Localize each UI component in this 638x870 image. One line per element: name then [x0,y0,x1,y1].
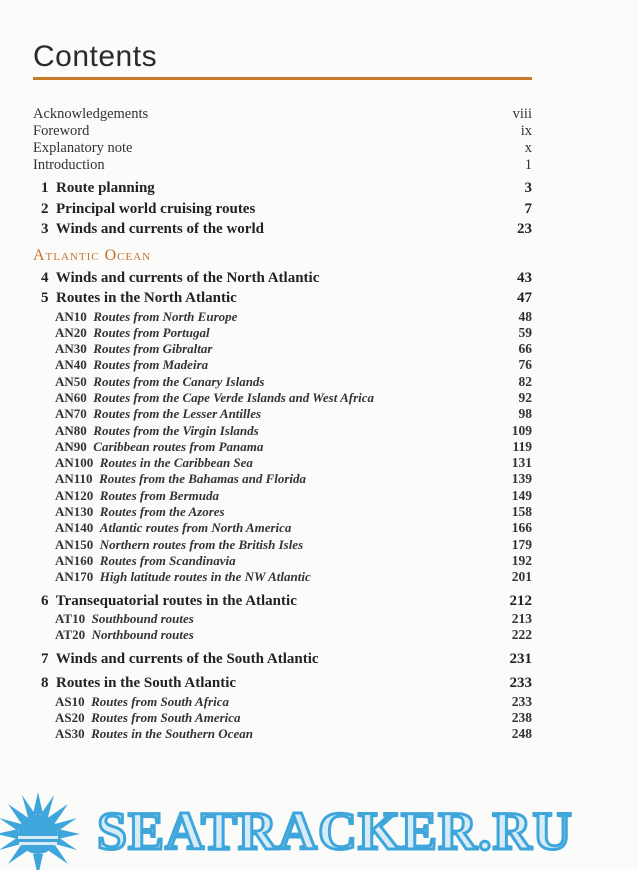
toc-route-AT20[interactable] [33,627,532,643]
toc-chapter-label: 5 Routes in the North Atlantic [41,290,237,306]
toc-chapter-label: 8 Routes in the South Atlantic [41,675,237,692]
toc-route-AN80[interactable] [33,423,532,439]
toc-chapter-page: 3 [524,180,532,196]
route-title: Routes in the Southern Ocean [91,726,253,742]
toc-entry-acknowledgements[interactable] [33,106,532,123]
toc-entry-explanatory-note[interactable] [33,140,532,157]
route-title: Routes from Bermuda [99,487,219,503]
north-atlantic-routes-list [33,309,532,586]
front-matter-list [33,106,532,174]
toc-route-AN50[interactable] [33,374,532,390]
table-of-contents [33,106,532,743]
toc-entry-introduction[interactable] [33,157,532,174]
route-title: Southbound routes [91,611,194,627]
route-title: Routes from North Europe [93,308,238,324]
route-page: 48 [518,308,532,324]
watermark-text: SEATRACKER.RU [97,801,573,861]
route-page: 76 [518,357,532,373]
toc-chapter-label: 3 Winds and currents of the world [41,221,264,237]
toc-route-AS20[interactable] [33,710,532,726]
route-code: AN10 [55,308,87,324]
toc-entry-title: Foreword [33,123,90,139]
toc-route-AN110[interactable] [33,471,532,487]
toc-chapter-6[interactable] [33,591,532,612]
toc-chapter-8[interactable] [33,673,532,694]
route-page: 109 [511,422,532,438]
route-page: 201 [511,569,532,585]
toc-route-AN10[interactable] [33,309,532,325]
route-title: Routes from the Cape Verde Islands and West Africa [93,389,375,405]
toc-route-AN70[interactable] [33,406,532,422]
route-page: 238 [511,709,532,725]
route-code: AS10 [55,693,85,709]
toc-chapter-page: 43 [517,269,532,286]
toc-entry-title: Explanatory note [33,140,133,156]
toc-route-AN30[interactable] [33,341,532,357]
route-code: AN160 [55,552,94,568]
route-code: AN30 [55,341,87,357]
route-page: 213 [511,611,532,627]
toc-chapter-label: 4 Winds and currents of the North Atlantic [41,269,320,286]
toc-route-AN20[interactable] [33,325,532,341]
route-code: AN150 [55,536,94,552]
toc-chapter-2[interactable] [33,199,532,220]
route-title: Routes from the Bahamas and Florida [99,471,307,487]
toc-entry-page: 1 [524,157,532,173]
toc-chapter-page: 231 [509,650,532,667]
toc-route-AN130[interactable] [33,504,532,520]
route-title: Northern routes from the British Isles [99,536,304,552]
toc-chapter-page: 233 [509,675,532,692]
route-title: Routes from the Virgin Islands [93,422,259,438]
toc-chapter-5[interactable] [33,288,532,309]
toc-route-AS30[interactable] [33,726,532,742]
toc-route-AN120[interactable] [33,488,532,504]
toc-entry-title: Acknowledgements [33,106,149,122]
toc-route-AN140[interactable] [33,520,532,536]
route-code: AN40 [55,357,87,373]
toc-route-AN150[interactable] [33,537,532,553]
route-page: 59 [518,324,532,340]
toc-entry-page: ix [520,123,532,139]
route-code: AN70 [55,406,87,422]
toc-chapter-4[interactable] [33,268,532,289]
route-page: 131 [511,455,532,471]
route-title: High latitude routes in the NW Atlantic [99,569,311,585]
route-page: 149 [511,487,532,503]
toc-chapter-page: 212 [509,592,532,609]
route-code: AT20 [55,627,86,643]
route-page: 248 [511,726,532,742]
title-rule [33,77,532,80]
toc-route-AT10[interactable] [33,611,532,627]
route-page: 192 [511,552,532,568]
toc-chapter-1[interactable] [33,178,532,199]
toc-chapter-label: 1 Route planning [41,180,155,196]
route-code: AN60 [55,389,87,405]
toc-route-AN160[interactable] [33,553,532,569]
route-code: AN110 [55,471,93,487]
route-title: Routes from the Lesser Antilles [93,406,262,422]
toc-route-AN40[interactable] [33,357,532,373]
route-title: Routes from South Africa [91,693,229,709]
route-title: Northbound routes [91,627,194,643]
route-code: AN50 [55,373,87,389]
route-code: AT10 [55,611,86,627]
toc-entry-page: x [524,140,532,156]
route-title: Routes from Portugal [93,324,210,340]
south-atlantic-routes-list [33,694,532,743]
route-title: Routes from Gibraltar [93,341,213,357]
route-page: 98 [518,406,532,422]
toc-chapter-label: 6 Transequatorial routes in the Atlantic [41,592,297,609]
toc-chapter-3[interactable] [33,219,532,240]
route-page: 92 [518,389,532,405]
route-code: AN20 [55,324,87,340]
toc-chapter-page: 7 [524,200,532,217]
route-page: 233 [511,693,532,709]
page-title: Contents [33,40,158,73]
toc-route-AN90[interactable] [33,439,532,455]
route-code: AN140 [55,520,94,536]
route-code: AS20 [55,709,85,725]
route-page: 158 [511,504,532,520]
route-title: Routes from Madeira [93,357,209,373]
route-title: Atlantic routes from North America [99,520,292,536]
route-title: Routes from the Canary Islands [93,373,265,389]
toc-route-AS10[interactable] [33,694,532,710]
toc-chapter-label: 7 Winds and currents of the South Atlantic [41,650,319,667]
route-code: AN80 [55,422,87,438]
route-page: 119 [512,438,532,454]
toc-route-AN170[interactable] [33,569,532,585]
route-page: 222 [511,627,532,643]
toc-entry-title: Introduction [33,157,105,173]
route-page: 139 [511,471,532,487]
route-page: 179 [511,536,532,552]
route-title: Caribbean routes from Panama [93,438,264,454]
toc-chapter-page: 47 [517,290,532,306]
route-title: Routes in the Caribbean Sea [99,455,253,471]
route-code: AN120 [55,487,94,503]
route-code: AN90 [55,438,87,454]
route-title: Routes from the Azores [99,504,225,520]
intro-chapters-list [33,178,532,240]
toc-route-AN100[interactable] [33,455,532,471]
transequatorial-routes-list [33,611,532,644]
route-code: AN130 [55,504,94,520]
route-page: 166 [511,520,532,536]
toc-chapter-label: 2 Principal world cruising routes [41,200,256,217]
toc-entry-page: viii [512,106,532,122]
route-title: Routes from Scandinavia [99,552,236,568]
toc-entry-foreword[interactable] [33,123,532,140]
route-page: 66 [518,341,532,357]
route-page: 82 [518,373,532,389]
section-heading-atlantic-ocean: Atlantic Ocean [33,246,152,264]
route-code: AN170 [55,569,94,585]
route-code: AS30 [55,726,85,742]
route-code: AN100 [55,455,94,471]
route-title: Routes from South America [91,709,241,725]
toc-chapter-7[interactable] [33,649,532,670]
toc-route-AN60[interactable] [33,390,532,406]
toc-chapter-page: 23 [517,221,532,237]
